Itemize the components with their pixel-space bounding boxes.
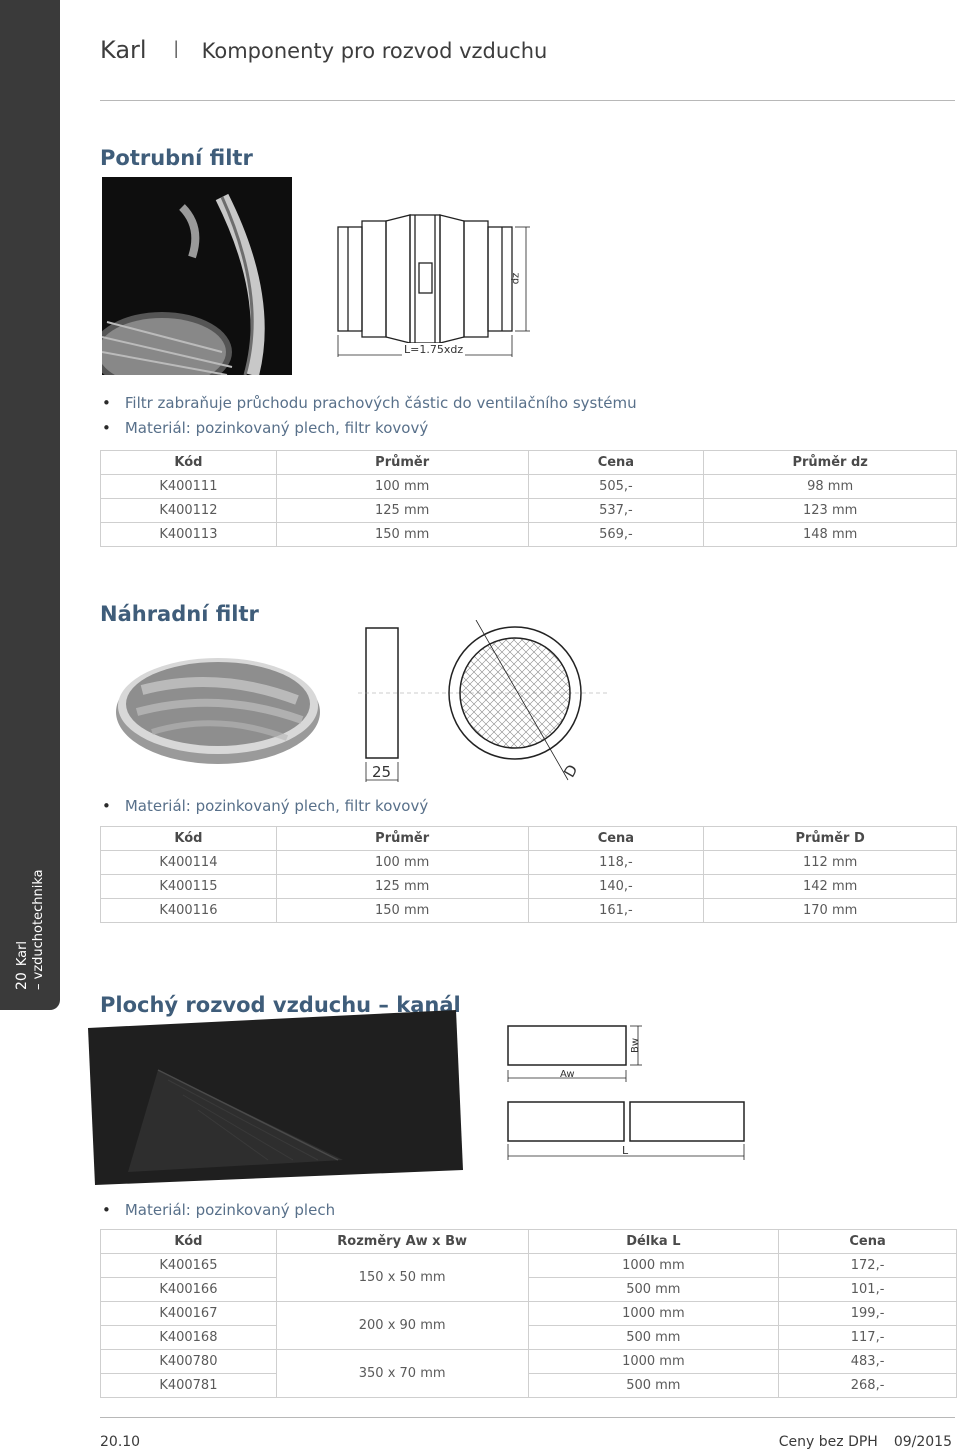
table-row [101,1350,957,1374]
table-cell: 118,- [528,851,704,875]
table-cell: K400112 [101,499,277,523]
drawing-bw-label: Bw [630,1037,642,1054]
footer-date: 09/2015 [893,1434,952,1450]
table-cell: 268,- [779,1374,957,1398]
header-divider [100,100,955,101]
table-cell: 170 mm [704,899,957,923]
table-cell: 1000 mm [528,1254,779,1278]
footer-price-note: Ceny bez DPH [778,1434,878,1450]
table-header-row [101,451,957,475]
table-cell: 142 mm [704,875,957,899]
column-header: Průměr D [704,827,957,851]
table-cell: K400116 [101,899,277,923]
table-cell: 161,- [528,899,704,923]
table-row [101,1254,957,1278]
table-cell: K400111 [101,475,277,499]
table-cell: 483,- [779,1350,957,1374]
table-cell: 1000 mm [528,1302,779,1326]
section-title-duct-filter: Potrubní filtr [100,146,253,170]
footer-divider [100,1417,955,1418]
table-row [101,851,957,875]
drawing-length-label: L=1.75xdz [404,343,464,356]
column-header: Kód [101,827,277,851]
table-row [101,523,957,547]
table-row [101,1326,957,1350]
table-row [101,875,957,899]
footer-page-number: 20.10 [100,1434,141,1450]
section-title-replacement-filter: Náhradní filtr [100,602,259,626]
replacement-filter-photo [112,650,324,770]
flat-duct-table [100,1229,957,1398]
table-cell-size: 350 x 70 mm [276,1350,528,1398]
column-header: Délka L [528,1230,779,1254]
duct-filter-photo [102,177,292,375]
table-cell: K400168 [101,1326,277,1350]
bullet-flat-duct-1: • Materiál: pozinkovaný plech [102,1201,335,1219]
drawing-aw-label: Aw [560,1069,575,1080]
table-cell: K400165 [101,1254,277,1278]
drawing-dz-label: dz [510,272,522,285]
table-cell: 148 mm [704,523,957,547]
table-cell-size: 150 x 50 mm [276,1254,528,1302]
table-row [101,1302,957,1326]
table-header-row [101,1230,957,1254]
sidebar-page-number: 20 [14,972,30,990]
table-row [101,499,957,523]
table-cell: 500 mm [528,1374,779,1398]
table-cell: 140,- [528,875,704,899]
column-header: Průměr dz [704,451,957,475]
footer-info [779,1434,952,1450]
table-cell: K400780 [101,1350,277,1374]
bullet-duct-filter-2: • Materiál: pozinkovaný plech, filtr kovový [102,419,428,437]
table-cell: K400167 [101,1302,277,1326]
column-header: Cena [528,451,704,475]
table-cell: 125 mm [276,875,528,899]
page-header [100,36,547,64]
table-cell: K400115 [101,875,277,899]
column-header: Kód [101,451,277,475]
table-cell: 172,- [779,1254,957,1278]
table-cell: 500 mm [528,1278,779,1302]
table-cell: 150 mm [276,899,528,923]
duct-filter-drawing [330,205,540,365]
drawing-width-label: 25 [372,763,392,781]
table-cell: 100 mm [276,851,528,875]
drawing-l-label: L [622,1144,629,1157]
flat-duct-drawing [500,1020,760,1162]
column-header: Cena [528,827,704,851]
drawing-diameter-label: D [560,761,582,781]
table-cell: K400166 [101,1278,277,1302]
table-cell: K400781 [101,1374,277,1398]
table-cell: 123 mm [704,499,957,523]
table-row [101,1374,957,1398]
table-cell-size: 200 x 90 mm [276,1302,528,1350]
table-row [101,475,957,499]
column-header: Průměr [276,827,528,851]
sidebar-brand: Karl [15,940,30,967]
flat-duct-photo [88,1010,463,1185]
table-cell: 101,- [779,1278,957,1302]
section-title-flat-duct: Plochý rozvod vzduchu – kanál [100,993,461,1017]
table-header-row [101,827,957,851]
table-cell: 100 mm [276,475,528,499]
table-cell: 150 mm [276,523,528,547]
table-cell: 125 mm [276,499,528,523]
table-cell: K400113 [101,523,277,547]
header-separator: I [172,36,180,64]
table-cell: 537,- [528,499,704,523]
table-cell: 505,- [528,475,704,499]
column-header: Průměr [276,451,528,475]
replacement-filter-table [100,826,957,923]
column-header: Cena [779,1230,957,1254]
column-header: Rozměry Aw x Bw [276,1230,528,1254]
table-cell: 112 mm [704,851,957,875]
sidebar-category: – vzduchotechnika [31,869,46,990]
table-cell: 98 mm [704,475,957,499]
bullet-duct-filter-1: • Filtr zabraňuje průchodu prachových částic do ventilačního systému [102,394,637,412]
table-cell: 569,- [528,523,704,547]
table-cell: 500 mm [528,1326,779,1350]
duct-filter-table [100,450,957,547]
table-cell: 1000 mm [528,1350,779,1374]
bullet-replacement-filter-1: • Materiál: pozinkovaný plech, filtr kovový [102,797,428,815]
header-subtitle: Komponenty pro rozvod vzduchu [201,39,548,63]
table-row [101,899,957,923]
table-cell: 117,- [779,1326,957,1350]
table-row [101,1278,957,1302]
sidebar-label [14,810,47,990]
header-brand: Karl [100,36,147,64]
table-cell: 199,- [779,1302,957,1326]
table-cell: K400114 [101,851,277,875]
replacement-filter-drawing [358,620,608,785]
column-header: Kód [101,1230,277,1254]
